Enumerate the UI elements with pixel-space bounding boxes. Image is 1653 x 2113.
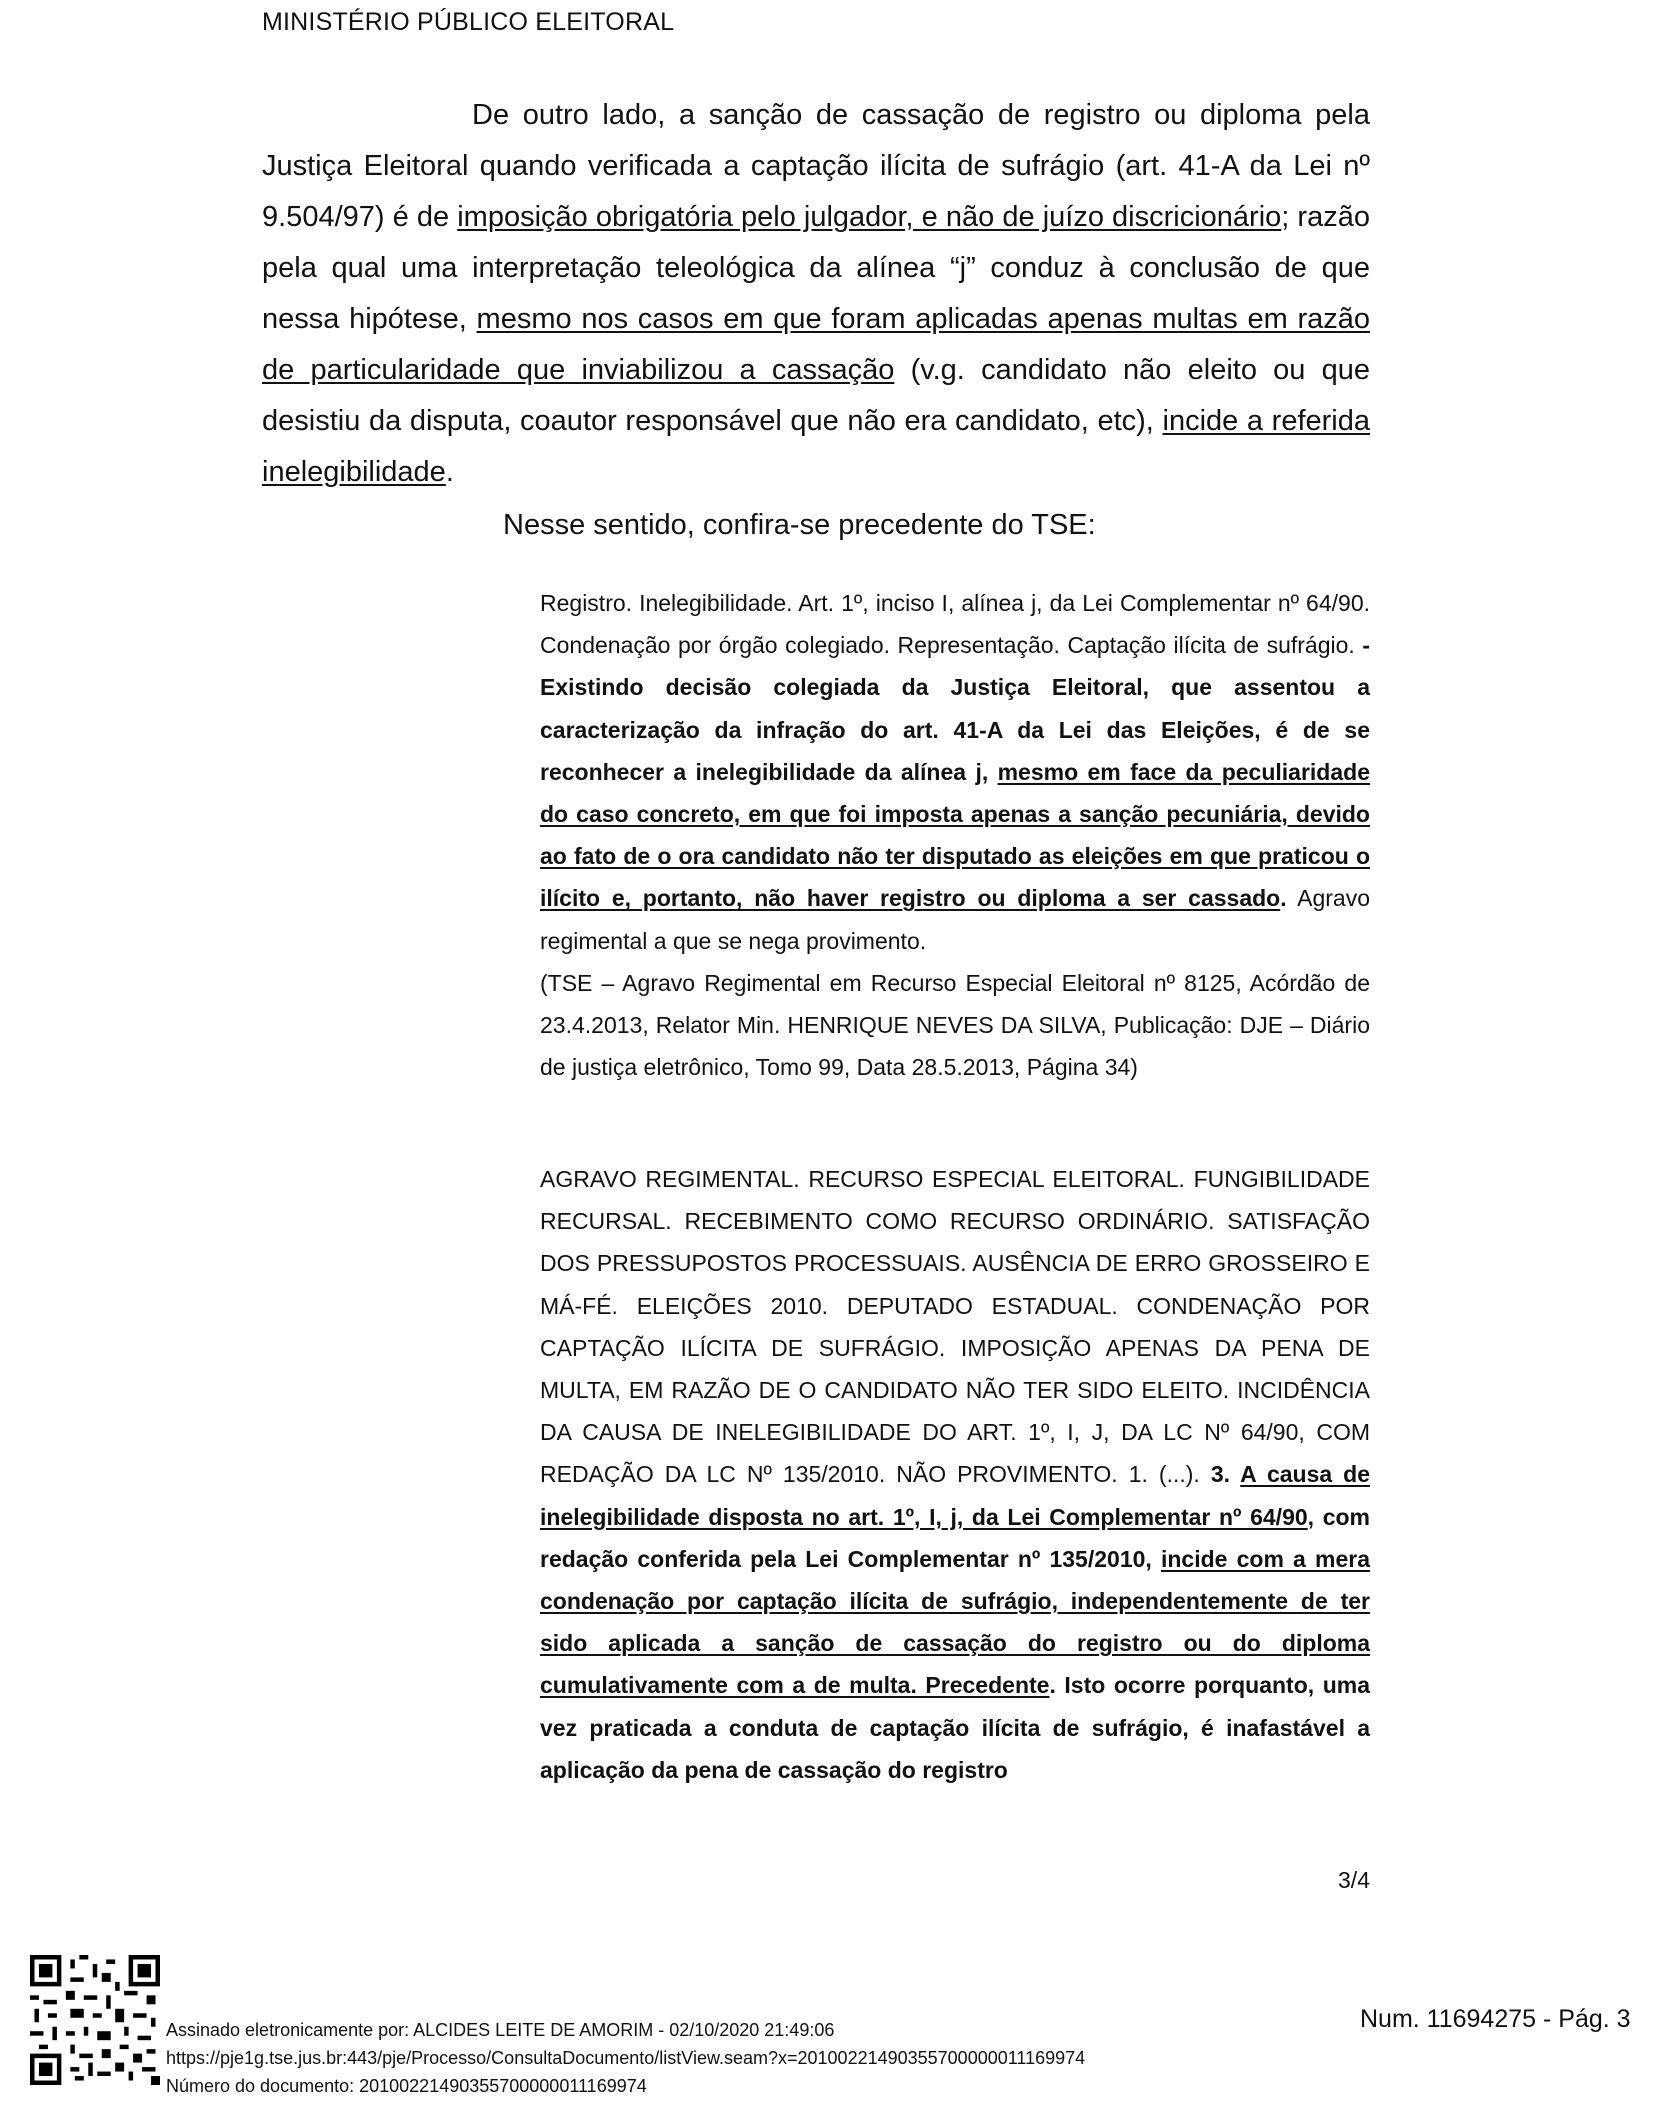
paragraph-sanction: De outro lado, a sanção de cassação de registro ou diploma pela Justiça Eleitoral quando verificada a captação ilícita de sufrágio (art. 41-A da Lei nº 9.504/97) é de imposição obrigatória pelo julgador, e não de juízo discricionário; razão pela qual uma interpretação teleológica da alínea “j” conduz à conclusão de que nessa hipótese, mesmo nos casos em que foram aplicadas apenas multas em razão de particularidade que inviabilizou a cassação (v.g. candidato não eleito ou que desistiu da disputa, coautor responsável que não era candidato, etc), incide a referida inelegibilidade.: [262, 99, 1371, 488]
underlined-phrase: imposição obrigatória pelo julgador, e não de juízo discricionário: [457, 201, 1282, 233]
page-number: 3/4: [1338, 1867, 1370, 1893]
paragraph-precedent-intro: Nesse sentido, confira-se precedente do TSE:: [503, 509, 1096, 541]
citation: (TSE – Agravo Regimental em Recurso Especial Eleitoral nº 8125, Acórdão de 23.4.2013, Relator Min. HENRIQUE NEVES DA SILVA, Publicação: DJE – Diário de justiça eletrônico, Tomo 99, Data 28.5.2013, Página 34): [540, 969, 1370, 1081]
underlined-phrase: mesmo em face da peculiaridade do caso concreto, em que foi imposta apenas a sanção pecuniária, devido ao fato de o ora candidato não ter disputado as eleições em que praticou o ilícito e, portanto, não haver registro ou diploma a ser cassado: [540, 758, 1370, 912]
footer-document-number: Número do documento: 20100221490355700000011169974: [166, 2076, 647, 2096]
underlined-phrase: incide a referida inelegibilidade: [262, 405, 1370, 488]
footer-page-ref: Num. 11694275 - Pág. 3: [1360, 2005, 1631, 2033]
underlined-phrase: incide com a mera condenação por captação ilícita de sufrágio, independentemente de ter sido aplicada a sanção de cassação do registro ou do diploma cumulativamente com a de multa. Precedente: [540, 1545, 1370, 1699]
footer-signature: Assinado eletronicamente por: ALCIDES LEITE DE AMORIM - 02/10/2020 21:49:06: [166, 2020, 835, 2040]
underlined-phrase: mesmo nos casos em que foram aplicadas apenas multas em razão de particularidade que inviabilizou a cassação: [262, 303, 1371, 386]
footer-url[interactable]: https://pje1g.tse.jus.br:443/pje/Processo/ConsultaDocumento/listView.seam?x=20100221490355700000011169974: [166, 2048, 1086, 2068]
document-header: MINISTÉRIO PÚBLICO ELEITORAL: [262, 8, 675, 36]
underlined-phrase: A causa de inelegibilidade disposta no art. 1º, I, j, da Lei Complementar nº 64/90: [540, 1461, 1371, 1530]
quote-precedent-2: AGRAVO REGIMENTAL. RECURSO ESPECIAL ELEITORAL. FUNGIBILIDADE RECURSAL. RECEBIMENTO COMO RECURSO ORDINÁRIO. SATISFAÇÃO DOS PRESSUPOSTOS PROCESSUAIS. AUSÊNCIA DE ERRO GROSSEIRO E MÁ-FÉ. ELEIÇÕES 2010. DEPUTADO ESTADUAL. CONDENAÇÃO POR CAPTAÇÃO ILÍCITA DE SUFRÁGIO. IMPOSIÇÃO APENAS DA PENA DE MULTA, EM RAZÃO DE O CANDIDATO NÃO TER SIDO ELEITO. INCIDÊNCIA DA CAUSA DE INELEGIBILIDADE DO ART. 1º, I, J, DA LC Nº 64/90, COM REDAÇÃO DA LC Nº 135/2010. NÃO PROVIMENTO. 1. (...). 3. A causa de inelegibilidade disposta no art. 1º, I, j, da Lei Complementar nº 64/90, com redação conferida pela Lei Complementar nº 135/2010, incide com a mera condenação por captação ilícita de sufrágio, independentemente de ter sido aplicada a sanção de cassação do registro ou do diploma cumulativamente com a de multa. Precedente. Isto ocorre porquanto, uma vez praticada a conduta de captação ilícita de sufrágio, é inafastável a aplicação da pena de cassação do registro: [540, 1166, 1371, 1783]
quote-precedent-1: Registro. Inelegibilidade. Art. 1º, inciso I, alínea j, da Lei Complementar nº 64/90. Condenação por órgão colegiado. Representação. Captação ilícita de sufrágio. - Existindo decisão colegiada da Justiça Eleitoral, que assentou a caracterização da infração do art. 41-A da Lei das Eleições, é de se reconhecer a inelegibilidade da alínea j, mesmo em face da peculiaridade do caso concreto, em que foi imposta apenas a sanção pecuniária, devido ao fato de o ora candidato não ter disputado as eleições em que praticou o ilícito e, portanto, não haver registro ou diploma a ser cassado. Agravo regimental a que se nega provimento. (TSE – Agravo Regimental em Recurso Especial Eleitoral nº 8125, Acórdão de 23.4.2013, Relator Min. HENRIQUE NEVES DA SILVA, Publicação: DJE – Diário de justiça eletrônico, Tomo 99, Data 28.5.2013, Página 34): [540, 582, 1370, 1088]
qr-code-icon: [30, 1955, 160, 2085]
